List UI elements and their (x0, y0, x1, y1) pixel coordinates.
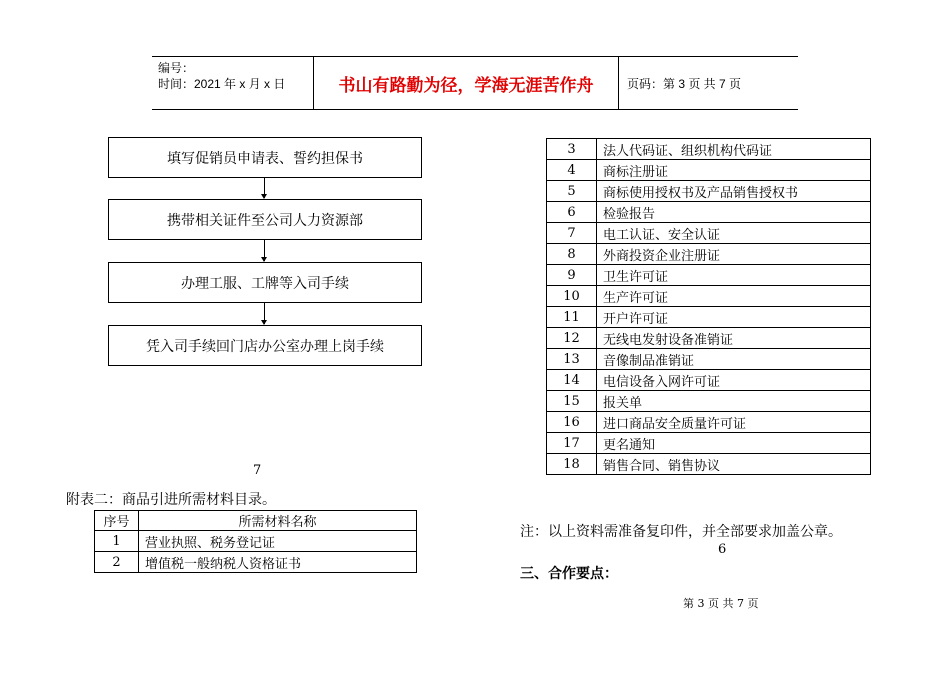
row-index: 6 (547, 202, 597, 223)
row-index: 3 (547, 139, 597, 160)
materials-table-right (546, 138, 871, 475)
row-material: 生产许可证 (597, 286, 871, 307)
appendix-title: 附表二：商品引进所需材料目录。 (66, 492, 276, 508)
row-index: 11 (547, 307, 597, 328)
flow-step-1: 填写促销员申请表、誓约担保书 (108, 137, 422, 178)
table-row (547, 223, 871, 244)
row-index: 1 (95, 531, 139, 552)
row-index: 13 (547, 349, 597, 370)
flow-step-4: 凭入司手续回门店办公室办理上岗手续 (108, 325, 422, 366)
table-row (547, 328, 871, 349)
row-material: 报关单 (597, 391, 871, 412)
row-index: 14 (547, 370, 597, 391)
row-material: 销售合同、销售协议 (597, 454, 871, 475)
row-index: 2 (95, 552, 139, 573)
section-title: 三、合作要点： (520, 566, 618, 582)
table-row (547, 349, 871, 370)
row-material: 更名通知 (597, 433, 871, 454)
table-row (547, 307, 871, 328)
row-index: 10 (547, 286, 597, 307)
right-page-number: 6 (718, 542, 727, 557)
flow-step-3: 办理工服、工牌等入司手续 (108, 262, 422, 303)
table-row (547, 370, 871, 391)
table-row (547, 412, 871, 433)
row-index: 4 (547, 160, 597, 181)
table-row (95, 531, 417, 552)
table-header-row (95, 511, 417, 531)
doc-number-label: 编号： (158, 61, 195, 75)
row-material: 电信设备入网许可证 (597, 370, 871, 391)
table-row (547, 433, 871, 454)
row-index: 7 (547, 223, 597, 244)
row-index: 16 (547, 412, 597, 433)
row-material: 进口商品安全质量许可证 (597, 412, 871, 433)
materials-table-left (94, 510, 417, 573)
table-row (547, 391, 871, 412)
header-meta (152, 57, 313, 109)
header-motto: 书山有路勤为径，学海无涯苦作舟 (313, 57, 619, 109)
column-header-index: 序号 (95, 511, 139, 531)
row-material: 外商投资企业注册证 (597, 244, 871, 265)
table-row (547, 139, 871, 160)
column-header-material: 所需材料名称 (139, 511, 417, 531)
flow-step-2: 携带相关证件至公司人力资源部 (108, 199, 422, 240)
table-row (547, 244, 871, 265)
row-material: 卫生许可证 (597, 265, 871, 286)
flow-arrow-1 (264, 178, 265, 198)
row-material: 电工认证、安全认证 (597, 223, 871, 244)
left-page-number: 7 (253, 463, 262, 478)
row-index: 12 (547, 328, 597, 349)
row-material: 商标使用授权书及产品销售授权书 (597, 181, 871, 202)
row-material: 商标注册证 (597, 160, 871, 181)
flow-arrow-2 (264, 240, 265, 261)
row-material: 无线电发射设备准销证 (597, 328, 871, 349)
table-row (547, 265, 871, 286)
page-header (152, 56, 798, 110)
doc-time-label: 时间：2021 年 x 月 x 日 (158, 77, 286, 91)
note-text: 注：以上资料需准备复印件，并全部要求加盖公章。 (520, 524, 842, 540)
row-index: 5 (547, 181, 597, 202)
page-footer: 第 3 页 共 7 页 (683, 597, 759, 610)
row-index: 8 (547, 244, 597, 265)
table-row (547, 202, 871, 223)
row-material: 检验报告 (597, 202, 871, 223)
table-row (95, 552, 417, 573)
row-index: 9 (547, 265, 597, 286)
header-page-code: 页码：第 3 页 共 7 页 (627, 76, 742, 91)
table-row (547, 181, 871, 202)
table-row (547, 286, 871, 307)
row-index: 15 (547, 391, 597, 412)
row-material: 音像制品准销证 (597, 349, 871, 370)
row-material: 开户许可证 (597, 307, 871, 328)
row-material: 增值税一般纳税人资格证书 (139, 552, 417, 573)
table-row (547, 160, 871, 181)
row-material: 法人代码证、组织机构代码证 (597, 139, 871, 160)
flow-arrow-3 (264, 303, 265, 324)
row-index: 17 (547, 433, 597, 454)
row-material: 营业执照、税务登记证 (139, 531, 417, 552)
table-row (547, 454, 871, 475)
row-index: 18 (547, 454, 597, 475)
